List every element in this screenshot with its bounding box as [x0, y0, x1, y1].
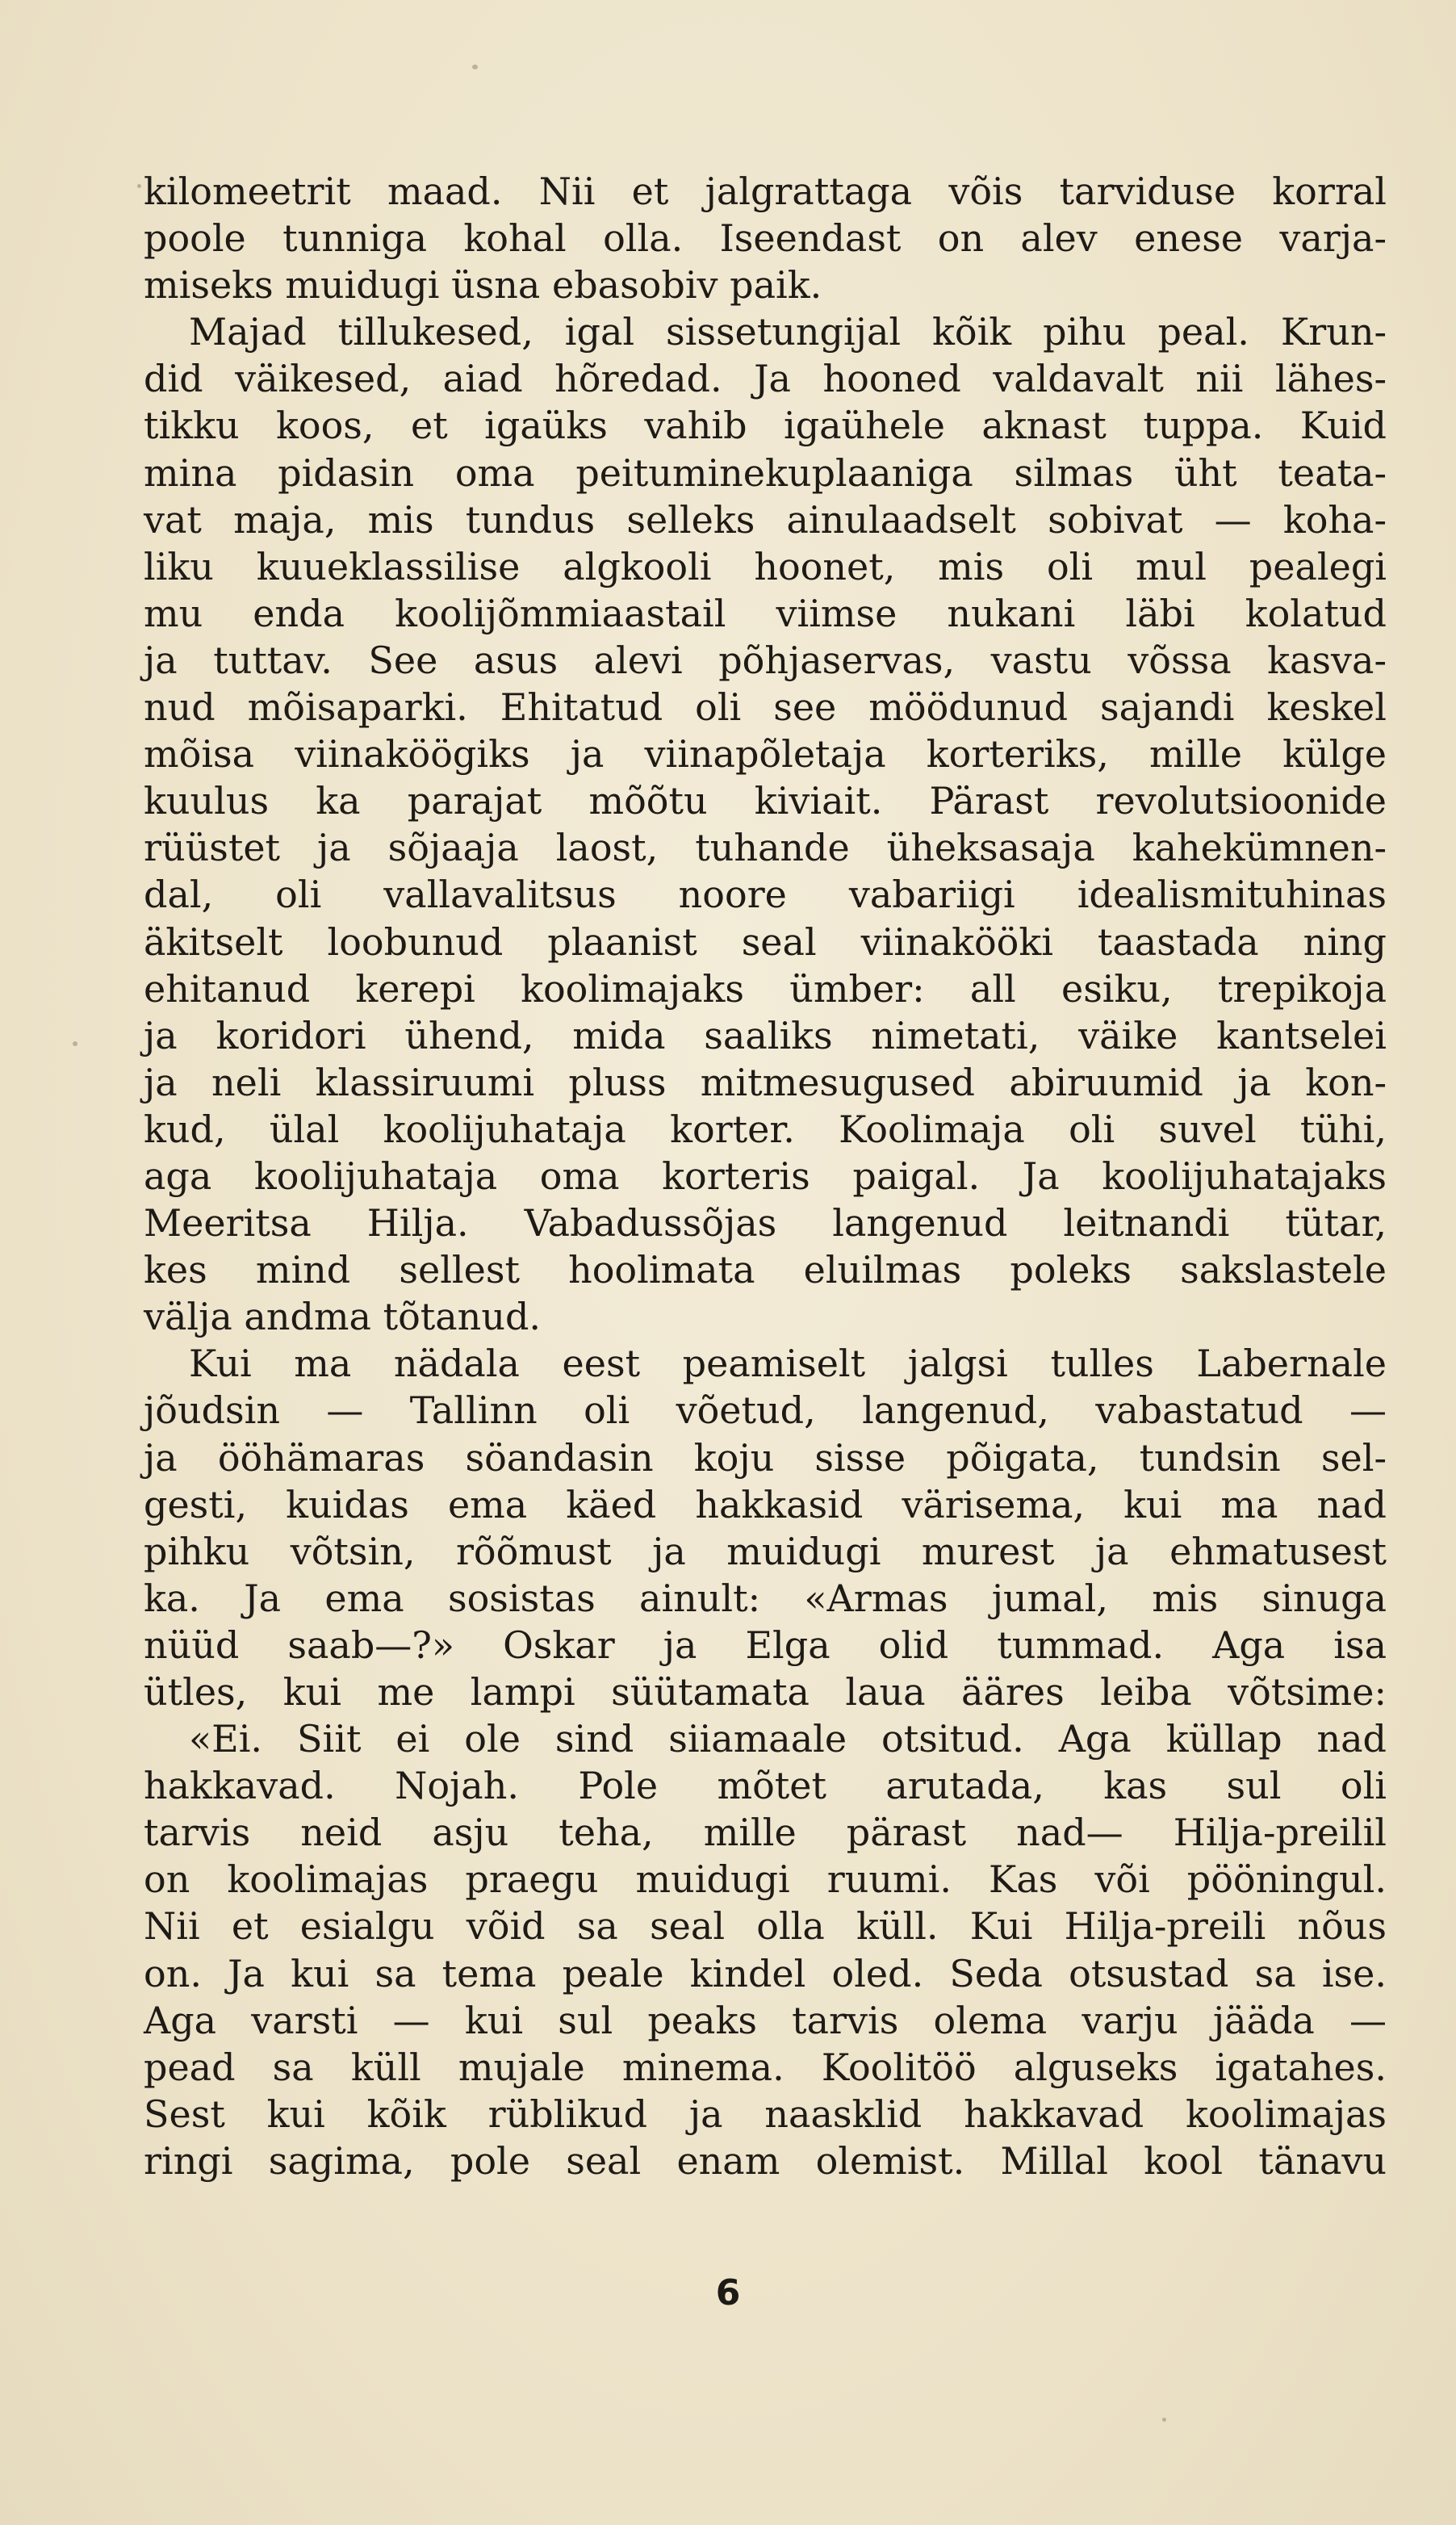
text-line: mina pidasin oma peituminekuplaaniga silmas üht teata- [144, 450, 1387, 495]
text-line: kuulus ka parajat mõõtu kiviait. Pärast revolutsioonide [144, 779, 1387, 823]
text-line: nud mõisaparki. Ehitatud oli see möödunud sajandi keskel [144, 685, 1387, 730]
text-line: on. Ja kui sa tema peale kindel oled. Seda otsustad sa ise. [144, 1951, 1387, 1995]
text-line: ütles, kui me lampi süütamata laua ääres leiba võtsime: [144, 1670, 1387, 1714]
text-line: ja tuttav. See asus alevi põhjaservas, vastu võssa kasva- [144, 638, 1387, 682]
text-line: aga koolijuhataja oma korteris paigal. Ja koolijuhatajaks [144, 1154, 1387, 1198]
text-line: «Ei. Siit ei ole sind siiamaale otsitud. Aga küllap nad [189, 1717, 1387, 1761]
body-text [144, 168, 1387, 2184]
text-line: vat maja, mis tundus selleks ainulaadselt sobivat — koha- [144, 497, 1387, 542]
paper-speck [472, 65, 478, 69]
text-line: ka. Ja ema sosistas ainult: «Armas jumal, mis sinuga [144, 1576, 1387, 1620]
text-line: Sest kui kõik rüblikud ja naasklid hakkavad koolimajas [144, 2092, 1387, 2136]
text-line: pead sa küll mujale minema. Koolitöö alguseks igatahes. [144, 2045, 1387, 2089]
text-line: miseks muidugi üsna ebasobiv paik. [144, 263, 822, 308]
text-line: Meeritsa Hilja. Vabadussõjas langenud leitnandi tütar, [144, 1201, 1387, 1246]
text-line: did väikesed, aiad hõredad. Ja hooned valdavalt nii lähes- [144, 357, 1387, 401]
text-line: mu enda koolijõmmiaastail viimse nukani läbi kolatud [144, 591, 1387, 635]
text-line: Aga varsti — kui sul peaks tarvis olema varju jääda — [144, 1998, 1387, 2042]
paper-speck [137, 184, 141, 188]
text-line: tarvis neid asju teha, mille pärast nad— Hilja-preilil [144, 1811, 1387, 1855]
text-line: ehitanud kerepi koolimajaks ümber: all esiku, trepikoja [144, 966, 1387, 1011]
text-line: jõudsin — Tallinn oli võetud, langenud, vabastatud — [144, 1388, 1387, 1433]
text-line: ringi sagima, pole seal enam olemist. Millal kool tänavu [144, 2138, 1387, 2183]
text-line: ja neli klassiruumi pluss mitmesugused abiruumid ja kon- [144, 1060, 1387, 1104]
text-line: dal, oli vallavalitsus noore vabariigi idealismituhinas [144, 873, 1387, 917]
text-line: äkitselt loobunud plaanist seal viinakööki taastada ning [144, 919, 1387, 964]
paper-speck [73, 1041, 77, 1046]
text-line: nüüd saab—?» Oskar ja Elga olid tummad. Aga isa [144, 1623, 1387, 1667]
text-line: ja ööhämaras söandasin koju sisse põigata, tundsin sel- [144, 1435, 1387, 1480]
text-line: ja koridori ühend, mida saaliks nimetati, väike kantselei [144, 1013, 1387, 1057]
text-line: Kui ma nädala eest peamiselt jalgsi tulles Labernale [189, 1342, 1387, 1386]
text-line: mõisa viinaköögiks ja viinapõletaja korteriks, mille külge [144, 732, 1387, 777]
text-line: liku kuueklassilise algkooli hoonet, mis oli mul pealegi [144, 544, 1387, 588]
text-line: rüüstet ja sõjaaja laost, tuhande üheksasaja kahekümnen- [144, 826, 1387, 870]
text-line: poole tunniga kohal olla. Iseendast on alev enese varja- [144, 216, 1387, 261]
text-line: gesti, kuidas ema käed hakkasid värisema, kui ma nad [144, 1482, 1387, 1526]
text-line: pihku võtsin, rõõmust ja muidugi murest ja ehmatusest [144, 1529, 1387, 1573]
text-line: Majad tillukesed, igal sissetungijal kõik pihu peal. Krun- [189, 310, 1387, 354]
text-line: on koolimajas praegu muidugi ruumi. Kas või pööningul. [144, 1857, 1387, 1902]
page-number: 6 [715, 2272, 741, 2314]
text-line: tikku koos, et igaüks vahib igaühele aknast tuppa. Kuid [144, 404, 1387, 448]
text-line: välja andma tõtanud. [144, 1295, 542, 1339]
text-line: kes mind sellest hoolimata eluilmas poleks sakslastele [144, 1248, 1387, 1292]
text-line: hakkavad. Nojah. Pole mõtet arutada, kas sul oli [144, 1764, 1387, 1808]
text-line: Nii et esialgu võid sa seal olla küll. Kui Hilja-preili nõus [144, 1904, 1387, 1949]
text-line: kud, ülal koolijuhataja korter. Koolimaja oli suvel tühi, [144, 1107, 1387, 1151]
text-line: kilomeetrit maad. Nii et jalgrattaga võis tarviduse korral [144, 170, 1387, 213]
paper-speck [1162, 2418, 1166, 2422]
